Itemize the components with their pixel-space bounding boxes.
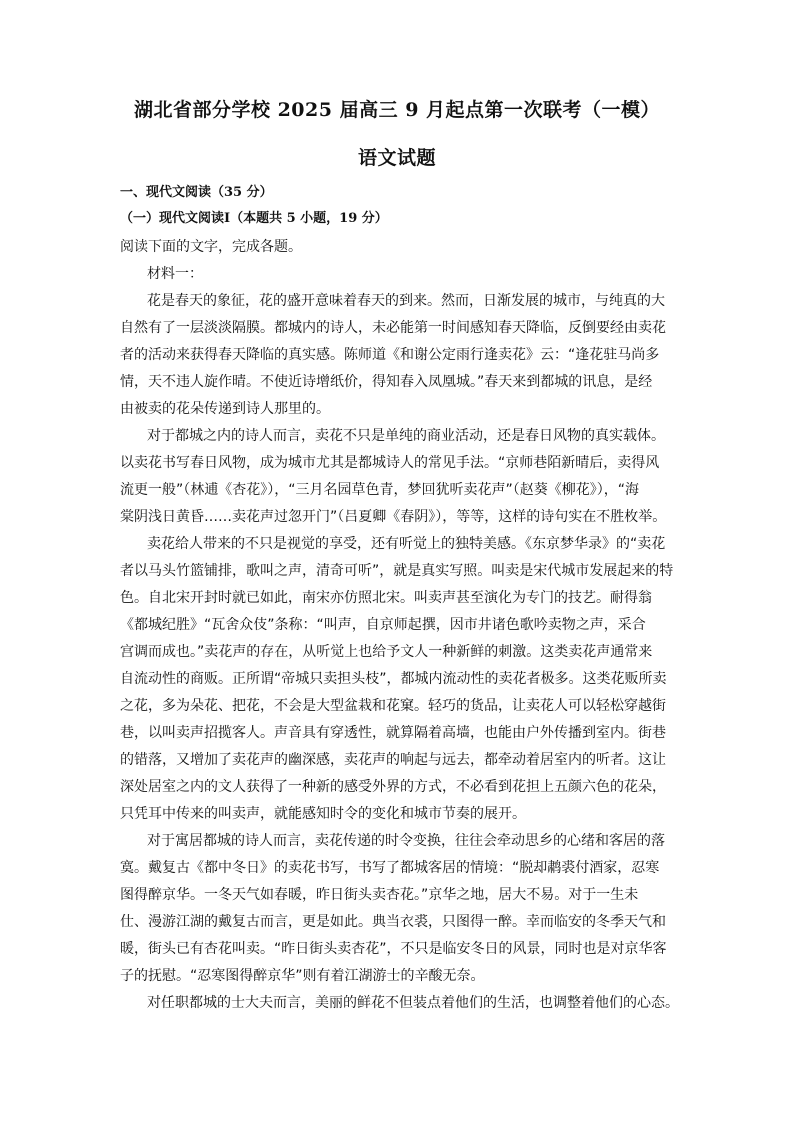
paragraph-line: 对于都城之内的诗人而言，卖花不只是单纯的商业活动，还是春日风物的真实载体。 xyxy=(147,428,665,444)
paragraph-line: 仕、漫游江湖的戴复古而言，更是如此。典当衣裘，只图得一醉。幸而临安的冬季天气和 xyxy=(120,914,666,930)
paragraph-line: 由被卖的花朵传递到诗人那里的。 xyxy=(120,401,330,417)
paragraph-line: 对于寓居都城的诗人而言，卖花传递的时令变换，往往会牵动思乡的心绪和客居的落 xyxy=(147,833,665,849)
document-title: 湖北省部分学校 2025 届高三 9 月起点第一次联考（一模） xyxy=(133,99,661,121)
paragraph-line: 对任职都城的士大夫而言，美丽的鲜花不但装点着他们的生活，也调整着他们的心态。 xyxy=(147,995,679,1011)
paragraph-line: 寞。戴复古《都中冬日》的卖花书写，书写了都城客居的情境：“脱却鹔裘付酒家，忍寒 xyxy=(120,860,660,876)
paragraph-line: 之花，多为朵花、把花，不会是大型盆栽和花窠。轻巧的货品，让卖花人可以轻松穿越街 xyxy=(120,698,666,714)
paragraph-line: 巷，以叫卖声招揽客人。声音具有穿透性，就算隔着高墙，也能由户外传播到室内。街巷 xyxy=(120,725,666,741)
paragraph-line: 自流动性的商贩。正所谓“帝城只卖担头枝”，都城内流动性的卖花者极多。这类花贩所卖 xyxy=(120,671,667,687)
paragraph-line: 宫调而成也。”卖花声的存在，从听觉上也给予文人一种新鲜的刺激。这类卖花声通常来 xyxy=(120,644,653,660)
paragraph-line: 花是春天的象征，花的盛开意味着春天的到来。然而，日渐发展的城市，与纯真的大 xyxy=(147,293,665,309)
paragraph-line: 暖，街头已有杏花叫卖。“昨日街头卖杏花”，不只是临安冬日的风景，同时也是对京华客 xyxy=(120,941,667,957)
paragraph-line: 以卖花书写春日风物，成为城市尤其是都城诗人的常见手法。“京师巷陌新晴后，卖得风 xyxy=(120,455,660,471)
paragraph-line: 的错落，又增加了卖花声的幽深感，卖花声的响起与远去，都牵动着居室内的听者。这让 xyxy=(120,752,666,768)
instruction-line: 阅读下面的文字，完成各题。 xyxy=(120,239,302,255)
paragraph-line: 图得醉京华。一冬天气如春暖，昨日街头卖杏花。”京华之地，居大不易。对于一生未 xyxy=(120,887,639,903)
paragraph-line: 深处居室之内的文人获得了一种新的感受外界的方式，不必看到花担上五颜六色的花朵， xyxy=(120,779,666,795)
paragraph-line: 棠阴浅日黄昏……卖花声过忽开门”（吕夏卿《春阴》），等等，这样的诗句实在不胜枚举。 xyxy=(120,509,667,525)
paragraph-line: 只凭耳中传来的叫卖声，就能感知时令的变化和城市节奏的展开。 xyxy=(120,806,526,822)
subsection-heading: （一）现代文阅读Ⅰ（本题共 5 小题，19 分） xyxy=(120,211,388,226)
material-label: 材料一： xyxy=(147,266,203,282)
section-heading: 一、现代文阅读（35 分） xyxy=(120,185,273,200)
paragraph-line: 流更一般”（林逋《杏花》），“三月名园草色青，梦回犹听卖花声”（赵葵《柳花》），“海 xyxy=(120,482,640,498)
paragraph-line: 者以马头竹篮铺排，歌叫之声，清奇可听”，就是真实写照。叫卖是宋代城市发展起来的特 xyxy=(120,563,674,579)
paragraph-line: 卖花给人带来的不只是视觉的享受，还有听觉上的独特美感。《东京梦华录》的“卖花 xyxy=(147,536,666,552)
paragraph-line: 情，天不违人旋作晴。不使近诗增纸价，得知春入凤凰城。”春天来到都城的讯息，是经 xyxy=(120,374,653,390)
paragraph-line: 子的抚慰。“忍寒图得醉京华”则有着江湖游士的辛酸无奈。 xyxy=(120,968,485,984)
document-subtitle: 语文试题 xyxy=(357,147,436,169)
paragraph-line: 《都城纪胜》“瓦舍众伎”条称：“叫声，自京师起撰，因市井诸色歌吟卖物之声，采合 xyxy=(120,617,646,633)
paragraph-line: 者的活动来获得春天降临的真实感。陈师道《和谢公定雨行逢卖花》云：“逢花驻马尚多 xyxy=(120,347,660,363)
paragraph-line: 色。自北宋开封时就已如此，南宋亦仿照北宋。叫卖声甚至演化为专门的技艺。耐得翁 xyxy=(120,590,652,606)
paragraph-line: 自然有了一层淡淡隔膜。都城内的诗人，未必能第一时间感知春天降临，反倒要经由卖花 xyxy=(120,320,666,336)
